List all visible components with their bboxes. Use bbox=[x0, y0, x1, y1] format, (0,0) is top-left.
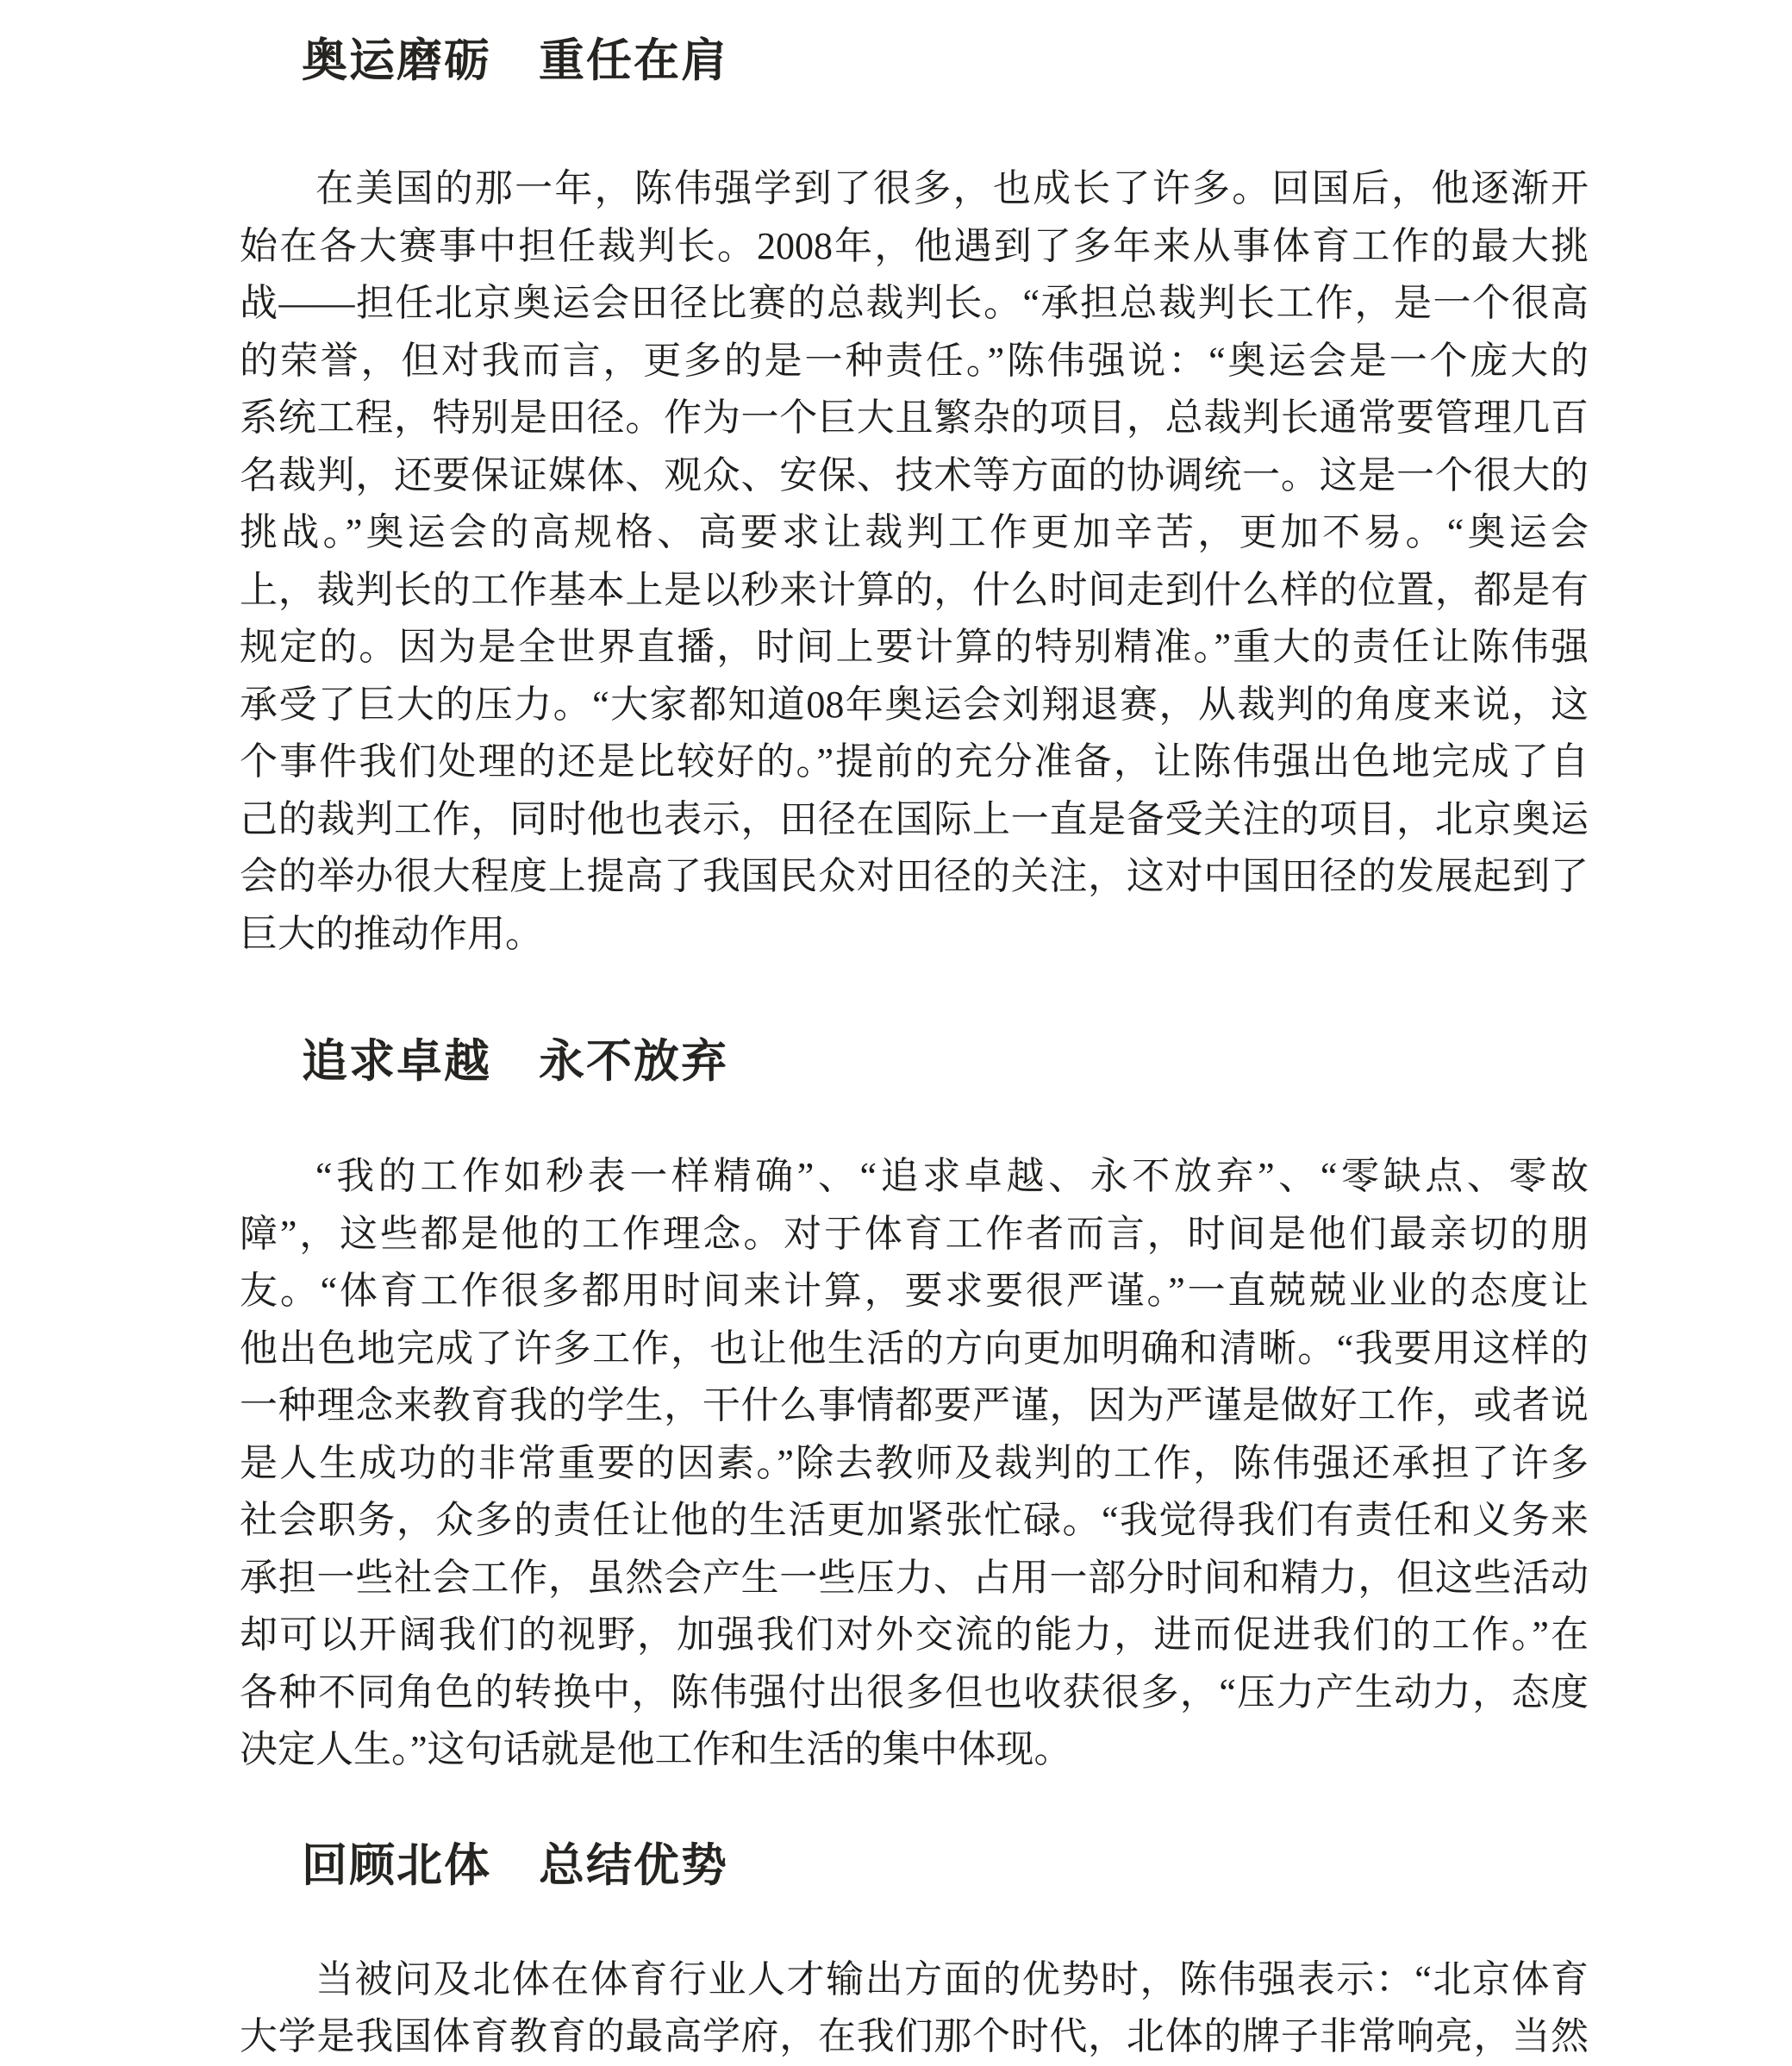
paragraph-excellence bbox=[240, 1148, 1589, 1779]
section-heading-olympics: 奥运磨砺 重任在肩 bbox=[302, 34, 728, 87]
text-line: “我的工作如秒表一样精确”、“追求卓越、永不放弃”、“零缺点、零故 bbox=[315, 1155, 1589, 1197]
text-line: 的荣誉，但对我而言，更多的是一种责任。”陈伟强说：“奥运会是一个庞大的 bbox=[240, 339, 1589, 382]
text-line: 障”，这些都是他的工作理念。对于体育工作者而言，时间是他们最亲切的朋 bbox=[240, 1212, 1589, 1255]
text-line: 始在各大赛事中担任裁判长。2008年，他遇到了多年来从事体育工作的最大挑 bbox=[240, 224, 1589, 267]
text-line: 各种不同角色的转换中，陈伟强付出很多但也收获很多，“压力产生动力，态度 bbox=[240, 1670, 1589, 1713]
text-line: 承受了巨大的压力。“大家都知道08年奥运会刘翔退赛，从裁判的角度来说，这 bbox=[240, 683, 1589, 726]
text-line: 规定的。因为是全世界直播，时间上要计算的特别精准。”重大的责任让陈伟强 bbox=[240, 626, 1589, 668]
text-line: 系统工程，特别是田径。作为一个巨大且繁杂的项目，总裁判长通常要管理几百 bbox=[240, 396, 1589, 439]
text-line: 却可以开阔我们的视野，加强我们对外交流的能力，进而促进我们的工作。”在 bbox=[240, 1613, 1589, 1656]
text-line: 上，裁判长的工作基本上是以秒来计算的，什么时间走到什么样的位置，都是有 bbox=[240, 568, 1589, 611]
text-line: 当被问及北体在体育行业人才输出方面的优势时，陈伟强表示：“北京体育 bbox=[315, 1957, 1589, 2000]
section-bsu-review bbox=[240, 1836, 1589, 2066]
text-line: 在美国的那一年，陈伟强学到了很多，也成长了许多。回国后，他逐渐开 bbox=[315, 167, 1589, 209]
text-line: 个事件我们处理的还是比较好的。”提前的充分准备，让陈伟强出色地完成了自 bbox=[240, 740, 1589, 783]
section-olympics bbox=[240, 31, 1589, 963]
text-line: 会的举办很大程度上提高了我国民众对田径的关注，这对中国田径的发展起到了 bbox=[240, 855, 1589, 897]
text-line: 友。“体育工作很多都用时间来计算，要求要很严谨。”一直兢兢业业的态度让 bbox=[240, 1270, 1589, 1312]
paragraph-olympics bbox=[240, 160, 1589, 963]
text-line: 巨大的推动作用。 bbox=[240, 912, 543, 955]
text-line: 是人生成功的非常重要的因素。”除去教师及裁判的工作，陈伟强还承担了许多 bbox=[240, 1441, 1589, 1484]
text-line: 名裁判，还要保证媒体、观众、安保、技术等方面的协调统一。这是一个很大的 bbox=[240, 453, 1589, 496]
text-line: 承担一些社会工作，虽然会产生一些压力、占用一部分时间和精力，但这些活动 bbox=[240, 1556, 1589, 1599]
section-heading-bsu-review: 回顾北体 总结优势 bbox=[302, 1838, 728, 1892]
text-line: 一种理念来教育我的学生，干什么事情都要严谨，因为严谨是做好工作，或者说 bbox=[240, 1384, 1589, 1426]
text-line: 他出色地完成了许多工作，也让他生活的方向更加明确和清晰。“我要用这样的 bbox=[240, 1326, 1589, 1370]
section-heading-excellence: 追求卓越 永不放弃 bbox=[302, 1035, 728, 1088]
text-line: 战——担任北京奥运会田径比赛的总裁判长。“承担总裁判长工作，是一个很高 bbox=[240, 282, 1589, 324]
text-line: 决定人生。”这句话就是他工作和生活的集中体现。 bbox=[240, 1728, 1072, 1770]
paragraph-bsu-review bbox=[240, 1951, 1589, 2066]
text-line: 己的裁判工作，同时他也表示，田径在国际上一直是备受关注的项目，北京奥运 bbox=[240, 797, 1589, 840]
text-line: 挑战。”奥运会的高规格、高要求让裁判工作更加辛苦，更加不易。“奥运会 bbox=[240, 511, 1589, 553]
text-line: 大学是我国体育教育的最高学府，在我们那个时代，北体的牌子非常响亮，当然 bbox=[240, 2015, 1589, 2057]
section-excellence bbox=[240, 1032, 1589, 1779]
text-line: 社会职务，众多的责任让他的生活更加紧张忙碌。“我觉得我们有责任和义务来 bbox=[240, 1499, 1589, 1541]
